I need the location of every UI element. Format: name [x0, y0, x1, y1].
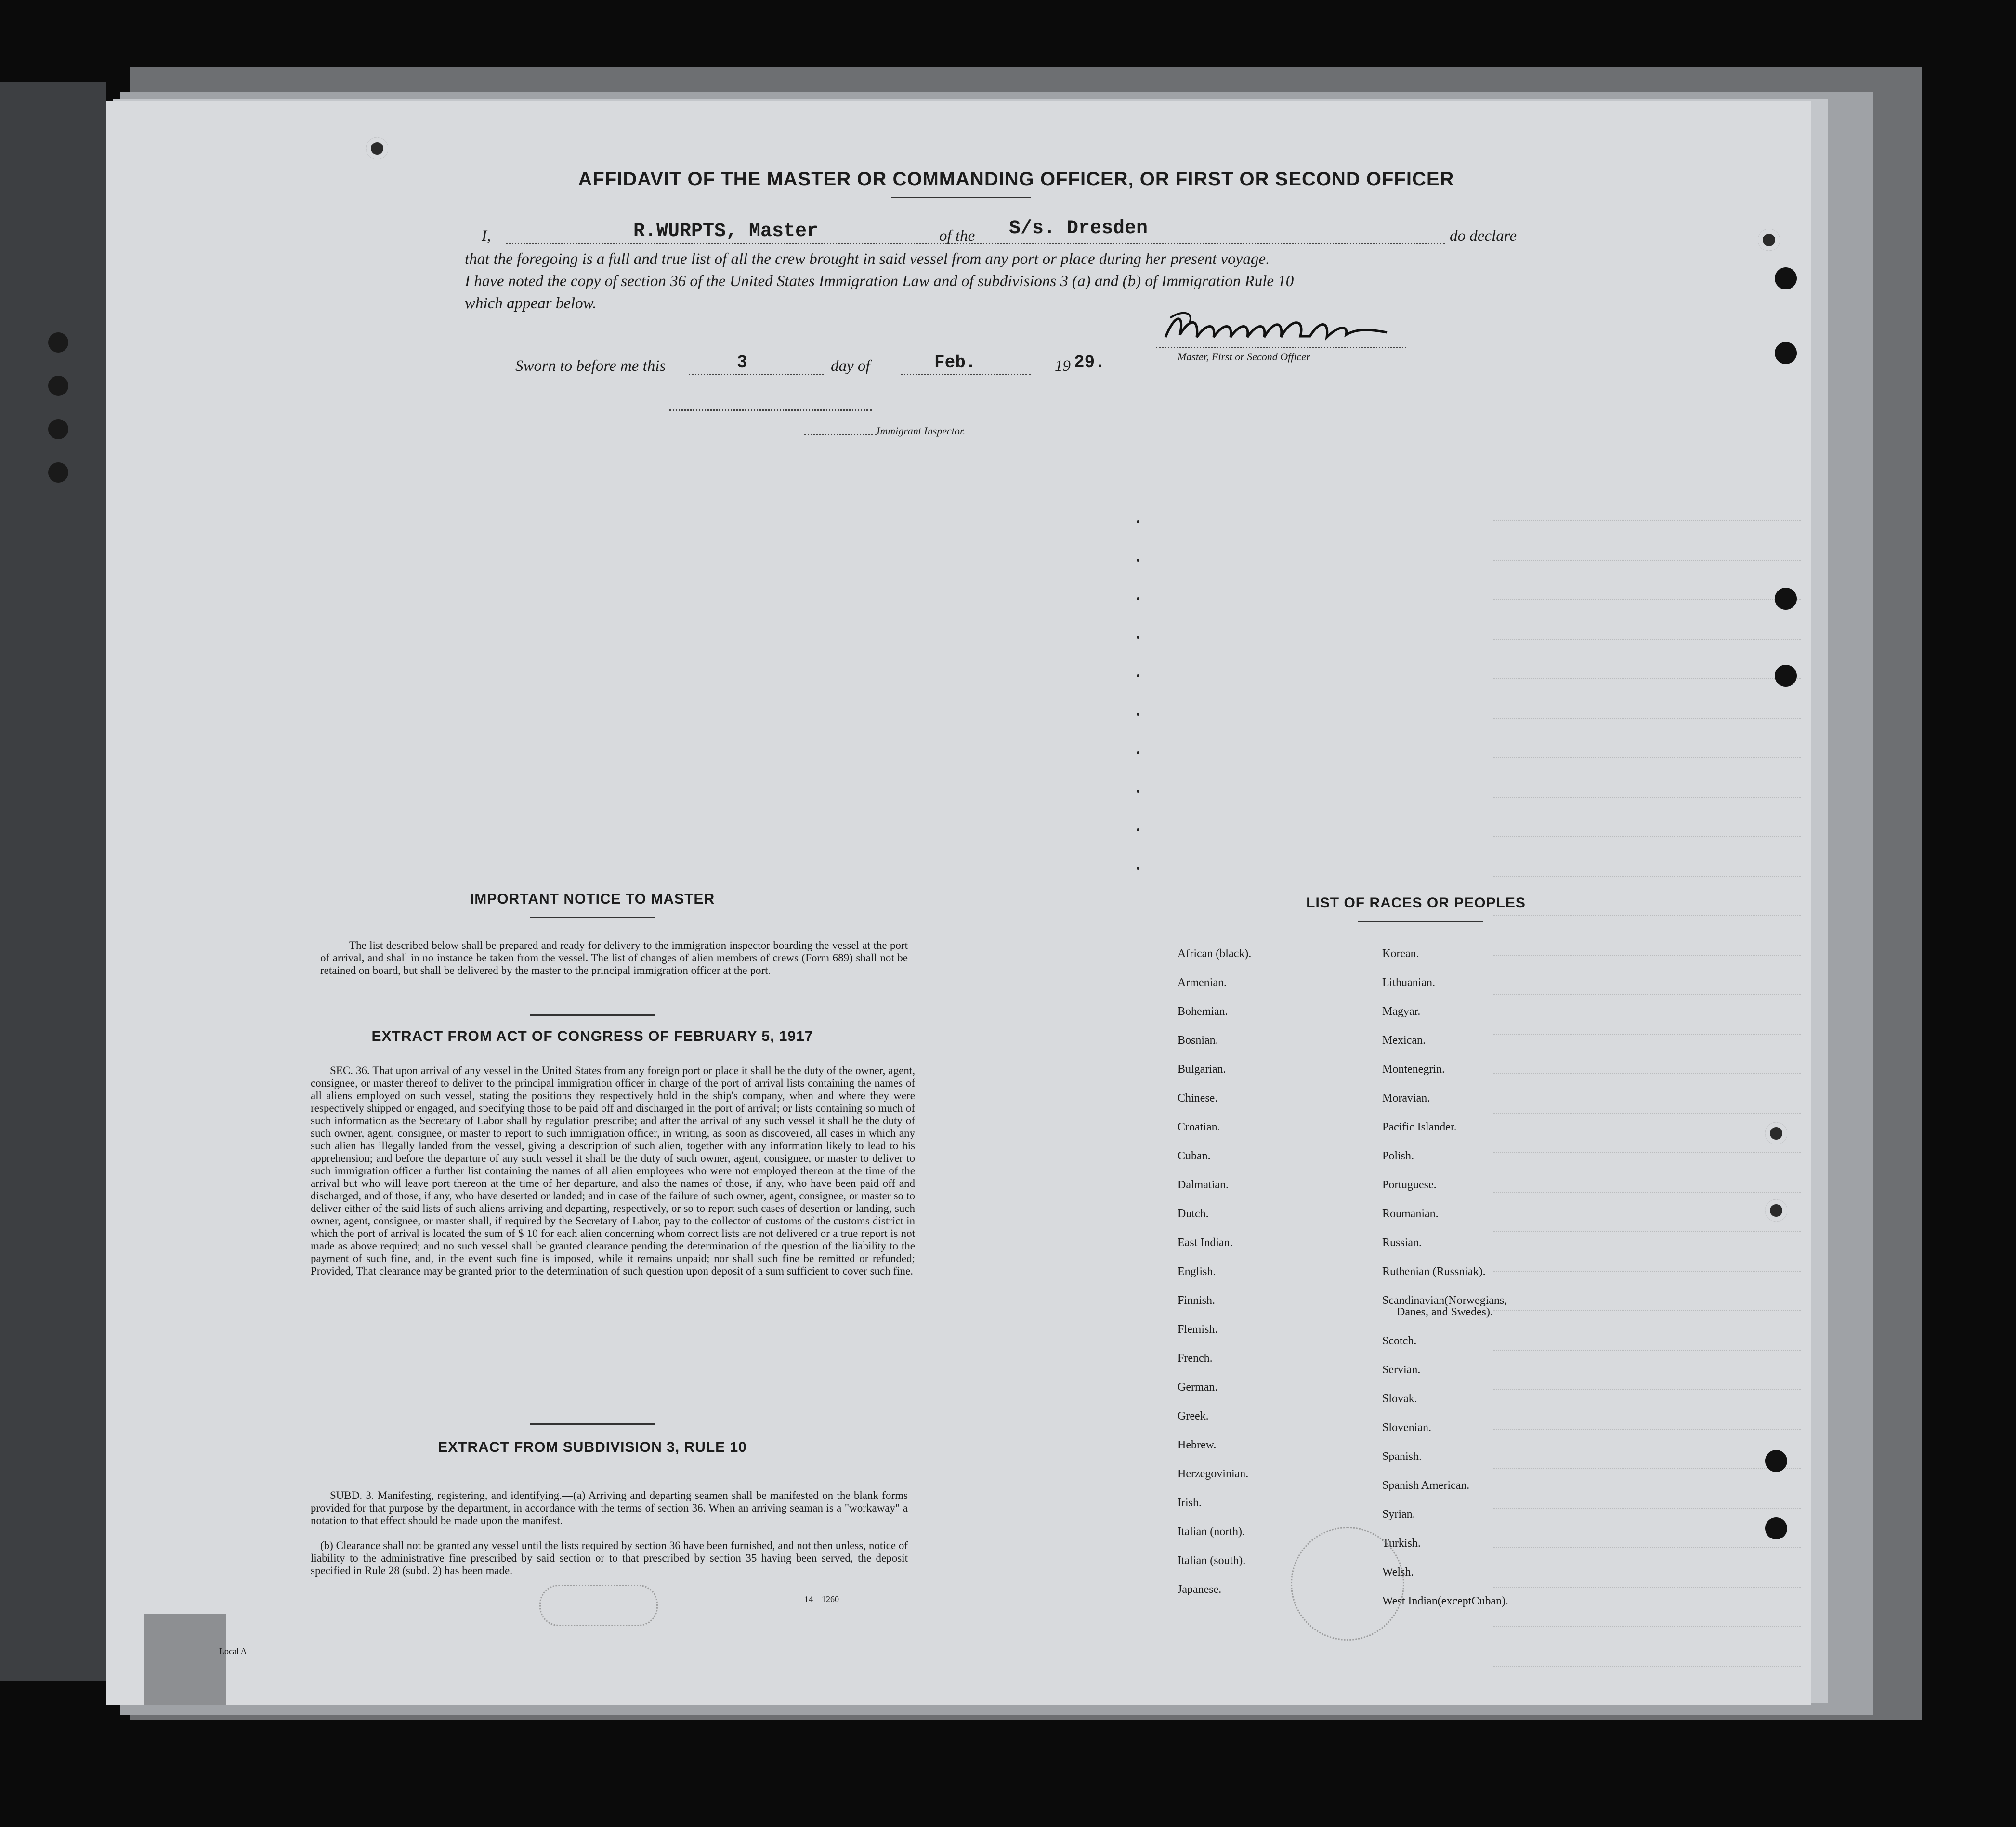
signer-role: Master, First or Second Officer: [1178, 351, 1310, 363]
race-item: Hebrew.: [1178, 1439, 1217, 1451]
races-column-1: [1178, 939, 1251, 1604]
race-item: Chinese.: [1178, 1092, 1218, 1104]
race-item: Polish.: [1382, 1150, 1414, 1162]
race-item: Moravian.: [1382, 1092, 1430, 1104]
race-item: Magyar.: [1382, 1005, 1421, 1018]
race-item: Slovak.: [1382, 1393, 1417, 1405]
punch-hole: [1765, 1450, 1787, 1472]
race-item: Syrian.: [1382, 1508, 1415, 1521]
race-item: Pacific Islander.: [1382, 1121, 1457, 1133]
race-item: Turkish.: [1382, 1537, 1421, 1550]
race-item: Finnish.: [1178, 1294, 1216, 1307]
embossed-seal: [1291, 1527, 1404, 1641]
race-item: Scotch.: [1382, 1335, 1417, 1347]
title-rule: [891, 197, 1031, 198]
dot-mark: [1137, 674, 1139, 677]
race-item: Mexican.: [1382, 1034, 1426, 1047]
punch-hole: [1758, 229, 1780, 251]
of-the-label: of the: [939, 227, 975, 245]
affidavit-body-line: which appear below.: [465, 295, 597, 312]
sworn-day: 3: [737, 353, 747, 372]
dot-mark: [1137, 597, 1139, 600]
punch-hole: [1775, 665, 1797, 687]
race-item: Herzegovinian.: [1178, 1468, 1249, 1480]
vessel-line: [997, 243, 1445, 244]
binding-hole: [48, 462, 68, 483]
race-item: Japanese.: [1178, 1583, 1222, 1596]
inspector-signature-line: [669, 409, 872, 411]
binding-edge: [0, 82, 106, 1681]
punch-hole: [1765, 1517, 1787, 1539]
affidavit-body-line: that the foregoing is a full and true list of all the crew brought in said vessel from any port or place during her present voyage.: [465, 250, 1270, 268]
dot-mark: [1137, 636, 1139, 639]
form-number: 14—1260: [804, 1594, 839, 1604]
punch-hole: [1775, 267, 1797, 289]
bleed-through-text: [1493, 482, 1801, 1705]
race-item: East Indian.: [1178, 1236, 1233, 1249]
punch-hole: [1775, 588, 1797, 610]
binding-hole: [48, 332, 68, 353]
declare-label: do declare: [1450, 227, 1517, 245]
race-item: Korean.: [1382, 947, 1419, 960]
race-item: Dalmatian.: [1178, 1179, 1229, 1191]
sworn-month: Feb.: [934, 353, 976, 372]
race-item: Russian.: [1382, 1236, 1422, 1249]
race-item: Dutch.: [1178, 1208, 1209, 1220]
punch-hole: [1765, 1199, 1787, 1222]
signature-line: [1156, 347, 1406, 348]
dot-mark: [1137, 790, 1139, 793]
sworn-year: 29.: [1074, 353, 1105, 372]
races-heading: LIST OF RACES OR PEOPLES: [1306, 895, 1526, 911]
dot-mark: [1137, 520, 1139, 523]
rule-text-a: SUBD. 3. Manifesting, registering, and identifying.—(a) Arriving and departing seamen shall be manifested on the blank forms provided for that purpose by the department, in accordance with the terms of section 36. When an arriving seaman is a "workaway" a notation to that effect should be made upon the manifest.: [311, 1489, 908, 1526]
punch-hole: [1765, 1122, 1787, 1144]
punch-hole: [366, 137, 388, 159]
race-item: Spanish.: [1382, 1450, 1422, 1463]
dot-mark: [1137, 751, 1139, 754]
manifest-page: [106, 101, 1811, 1705]
vessel-name: S/s. Dresden: [1009, 218, 1148, 239]
section-rule: [530, 917, 655, 918]
race-item: Bulgarian.: [1178, 1063, 1226, 1076]
binding-hole: [48, 419, 68, 439]
year-prefix: 19: [1055, 357, 1071, 375]
race-item: Spanish American.: [1382, 1479, 1470, 1492]
race-item: Bosnian.: [1178, 1034, 1218, 1047]
affidavit-prefix: I,: [482, 227, 491, 245]
races-column-2: [1382, 939, 1508, 1616]
race-item: Servian.: [1382, 1364, 1421, 1376]
sworn-label: Sworn to before me this: [515, 357, 666, 375]
master-signature: [1161, 308, 1411, 352]
inspector-label: Immigrant Inspector.: [877, 425, 966, 437]
section-rule: [530, 1014, 655, 1016]
race-item: Bohemian.: [1178, 1005, 1228, 1018]
race-item-line: Scandinavian(Norwegians,: [1382, 1294, 1507, 1307]
day-of-label: day of: [831, 357, 870, 375]
race-item: Armenian.: [1178, 976, 1227, 989]
race-item-line: Danes, and Swedes).: [1397, 1306, 1493, 1318]
master-name: R.WURPTS, Master: [633, 221, 819, 242]
dot-mark: [1137, 828, 1139, 831]
embossed-seal: [539, 1585, 658, 1626]
binding-hole: [48, 376, 68, 396]
race-item: Lithuanian.: [1382, 976, 1435, 989]
torn-corner: [144, 1614, 226, 1705]
race-item: German.: [1178, 1381, 1218, 1393]
race-item: Irish.: [1178, 1497, 1202, 1509]
race-item: Welsh.: [1382, 1566, 1414, 1578]
month-line: [901, 374, 1031, 375]
act-text: SEC. 36. That upon arrival of any vessel in the United States from any foreign port or place it shall be the duty of the owner, agent, consignee, or master thereof to deliver to the principal immigration officer in charge of the port of arrival lists containing the names of all aliens employed on such vessel, stating the positions they respectively hold in the ship's company, when and where they were respectively shipped or engaged, and specifying those to be paid off and discharged in the port of arrival; or lists containing so much of such information as the Secretary of Labor shall by regulation prescribe; and after the arrival of any such vessel it shall be the duty of such owner, agent, consignee, or master to report to such immigration officer, in writing, as soon as discovered, all cases in which any such alien has illegally landed from the vessel, giving a description of such alien, together with any information likely to lead to his apprehension; and before the departure of any such vessel it shall be the duty of such owner, agent, consignee, or master to deliver to such immigration officer a further list containing the names of all alien employees who were not employed thereon at the time of the arrival but who will leave port thereon at the time of her departure, and also the names of those, if any, who have been paid off and discharged, and of those, if any, who have deserted or landed; and in case of the failure of such owner, agent, consignee, or master so to deliver either of the said lists of such aliens arriving and departing, respectively, or so to report such cases of desertion or landing, such owner, agent, consignee, or master shall, if required by the Secretary of Labor, pay to the collector of customs of the customs district in which the port of arrival is located the sum of $ 10 for each alien concerning whom correct lists are not delivered or a true report is not made as above required; and no such vessel shall be granted clearance pending the determination of the question of the liability to the payment of such fine, and, in the event such fine is imposed, while it remains unpaid; nor shall such fine be remitted or refunded; Provided, That clearance may be granted prior to the determination of such question upon deposit of a sum sufficient to cover such fine.: [311, 1065, 915, 1277]
notice-heading: IMPORTANT NOTICE TO MASTER: [470, 891, 715, 907]
race-item: West Indian(exceptCuban).: [1382, 1595, 1508, 1607]
race-item: Croatian.: [1178, 1121, 1220, 1133]
affidavit-body-line: I have noted the copy of section 36 of the United States Immigration Law and of subdivisions 3 (a) and (b) of Immigration Rule 10: [465, 273, 1294, 290]
dot-mark: [1137, 713, 1139, 716]
affidavit-title: AFFIDAVIT OF THE MASTER OR COMMANDING OFFICER, OR FIRST OR SECOND OFFICER: [578, 169, 1454, 190]
dot-mark: [1137, 559, 1139, 562]
rule-heading: EXTRACT FROM SUBDIVISION 3, RULE 10: [438, 1439, 747, 1455]
race-item: Portuguese.: [1382, 1179, 1437, 1191]
race-item: French.: [1178, 1352, 1213, 1365]
race-item: Roumanian.: [1382, 1208, 1439, 1220]
rule-text-b: (b) Clearance shall not be granted any vessel until the lists required by section 36 have been furnished, and not then unless, notice of liability to the administrative fine prescribed by said section or to that prescribed by section 35 having been served, the deposit specified in Rule 28 (subd. 2) has been made.: [311, 1539, 908, 1577]
name-line: [506, 243, 1069, 244]
race-item: Ruthenian (Russniak).: [1382, 1265, 1486, 1278]
inspector-line: [804, 434, 877, 435]
race-item: Montenegrin.: [1382, 1063, 1445, 1076]
dot-mark: [1137, 867, 1139, 870]
section-rule: [1358, 921, 1483, 922]
race-item: Slovenian.: [1382, 1421, 1431, 1434]
race-item: [1382, 1295, 1508, 1318]
race-item: Greek.: [1178, 1410, 1209, 1422]
act-heading: EXTRACT FROM ACT OF CONGRESS OF FEBRUARY 5, 1917: [371, 1028, 813, 1044]
margin-label: Local A: [219, 1646, 247, 1656]
section-rule: [530, 1423, 655, 1425]
race-item: English.: [1178, 1265, 1216, 1278]
race-item: Italian (north).: [1178, 1525, 1245, 1538]
day-line: [689, 374, 824, 375]
race-item: Italian (south).: [1178, 1554, 1246, 1567]
race-item: Flemish.: [1178, 1323, 1218, 1336]
punch-hole: [1775, 342, 1797, 364]
notice-text: The list described below shall be prepared and ready for delivery to the immigration inspector boarding the vessel at the port of arrival, and shall in no instance be taken from the vessel. The list of changes of alien members of crews (Form 689) shall not be retained on board, but shall be delivered by the master to the principal immigration officer at the port.: [320, 939, 908, 976]
race-item: African (black).: [1178, 947, 1252, 960]
race-item: Cuban.: [1178, 1150, 1211, 1162]
